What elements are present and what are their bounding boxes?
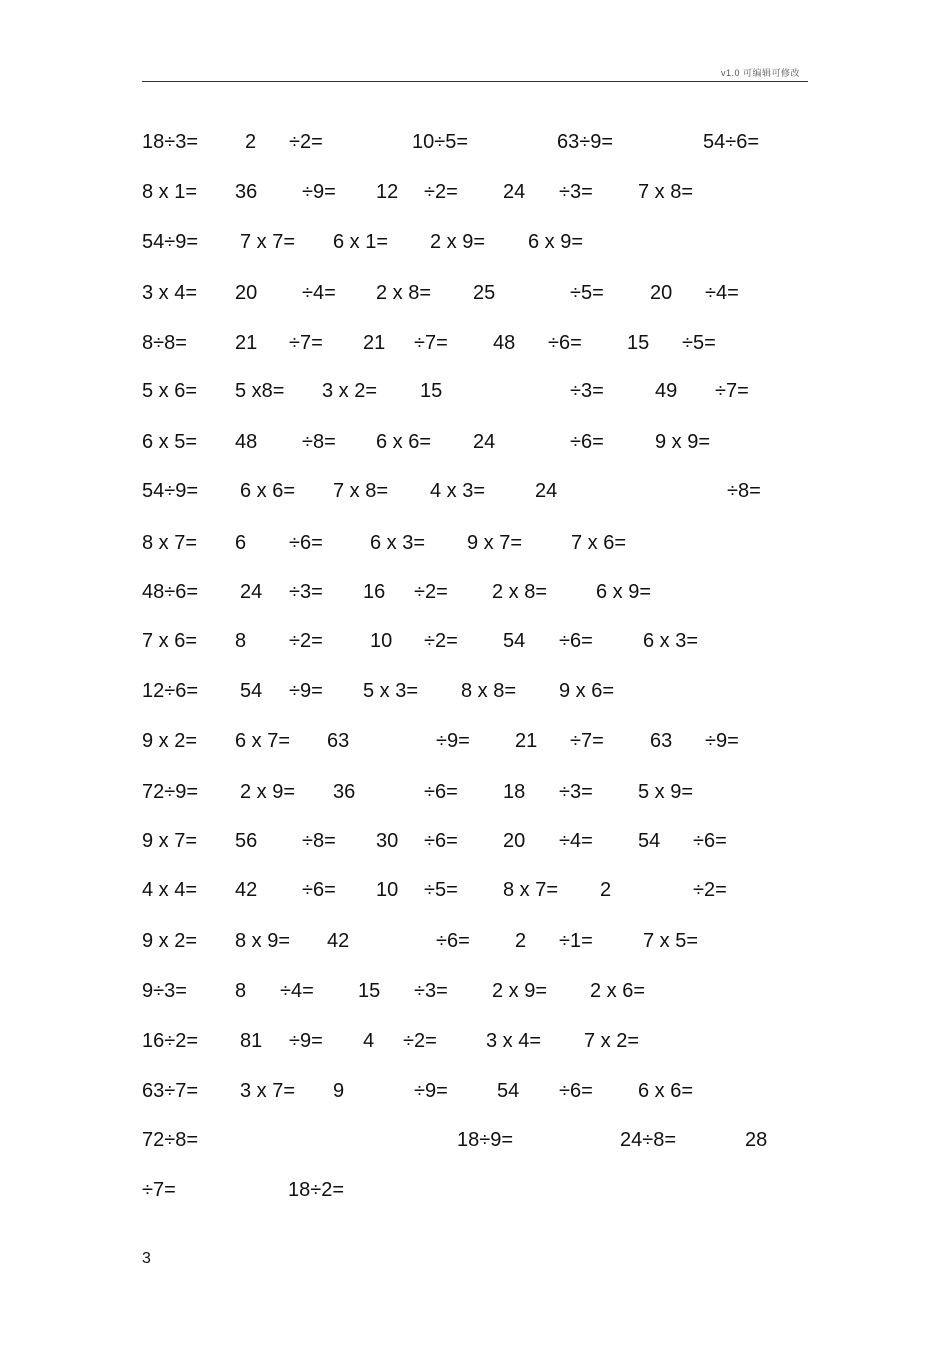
math-problem: 21 bbox=[515, 730, 538, 752]
math-problem: 6 x 1= bbox=[333, 231, 389, 253]
problem-row bbox=[0, 329, 950, 357]
problem-row bbox=[0, 178, 950, 206]
problem-row bbox=[0, 578, 950, 606]
math-problem: 21 bbox=[363, 332, 386, 354]
header-text: v1.0 可编辑可修改 bbox=[720, 68, 800, 78]
math-problem: 7 x 5= bbox=[643, 930, 699, 952]
math-problem: 16÷2= bbox=[142, 1030, 199, 1052]
math-problem: 36 bbox=[235, 181, 258, 203]
math-problem: 30 bbox=[376, 830, 399, 852]
math-problem: ÷9= bbox=[289, 680, 323, 702]
math-problem: 2 x 8= bbox=[492, 581, 548, 603]
math-problem: 18÷3= bbox=[142, 131, 199, 153]
math-problem: 10 bbox=[376, 879, 399, 901]
math-problem: 8 x 1= bbox=[142, 181, 198, 203]
math-problem: ÷3= bbox=[570, 380, 604, 402]
math-problem: 42 bbox=[327, 930, 350, 952]
math-problem: 54 bbox=[503, 630, 526, 652]
math-problem: 5 x 3= bbox=[363, 680, 419, 702]
math-problem: 6 x 3= bbox=[370, 532, 426, 554]
math-problem: 56 bbox=[235, 830, 258, 852]
math-problem: 63÷7= bbox=[142, 1080, 199, 1102]
math-problem: 54÷6= bbox=[703, 131, 760, 153]
math-problem: 8 x 7= bbox=[503, 879, 559, 901]
math-problem: ÷6= bbox=[693, 830, 727, 852]
math-problem: ÷9= bbox=[302, 181, 336, 203]
math-problem: 8÷8= bbox=[142, 332, 187, 354]
math-problem: 49 bbox=[655, 380, 678, 402]
math-problem: 7 x 6= bbox=[142, 630, 198, 652]
math-problem: ÷2= bbox=[424, 181, 458, 203]
math-problem: 6 x 9= bbox=[528, 231, 584, 253]
problem-row bbox=[0, 477, 950, 505]
math-problem: ÷9= bbox=[289, 1030, 323, 1052]
math-problem: ÷2= bbox=[289, 131, 323, 153]
problem-row bbox=[0, 1126, 950, 1154]
math-problem: 6 x 5= bbox=[142, 431, 198, 453]
math-problem: 5 x8= bbox=[235, 380, 285, 402]
math-problem: 10 bbox=[370, 630, 393, 652]
math-problem: ÷7= bbox=[414, 332, 448, 354]
math-problem: 6 bbox=[235, 532, 247, 554]
problem-row bbox=[0, 377, 950, 405]
math-problem: ÷3= bbox=[559, 781, 593, 803]
math-problem: ÷6= bbox=[424, 781, 458, 803]
math-problem: ÷5= bbox=[424, 879, 458, 901]
math-problem: ÷8= bbox=[302, 431, 336, 453]
math-problem: 3 x 4= bbox=[486, 1030, 542, 1052]
math-problem: ÷4= bbox=[705, 282, 739, 304]
math-problem: 9 x 7= bbox=[467, 532, 523, 554]
math-problem: ÷2= bbox=[403, 1030, 437, 1052]
math-problem: 7 x 2= bbox=[584, 1030, 640, 1052]
math-problem: 6 x 6= bbox=[240, 480, 296, 502]
math-problem: 6 x 9= bbox=[596, 581, 652, 603]
math-problem: 7 x 7= bbox=[240, 231, 296, 253]
math-problem: 54÷9= bbox=[142, 231, 199, 253]
math-problem: 8 bbox=[235, 630, 247, 652]
math-problem: 16 bbox=[363, 581, 386, 603]
math-problem: ÷6= bbox=[559, 630, 593, 652]
problem-row bbox=[0, 1027, 950, 1055]
math-problem: 20 bbox=[235, 282, 258, 304]
math-problem: 5 x 9= bbox=[638, 781, 694, 803]
problem-row bbox=[0, 778, 950, 806]
problem-row bbox=[0, 827, 950, 855]
math-problem: 10÷5= bbox=[412, 131, 469, 153]
math-problem: 48 bbox=[493, 332, 516, 354]
problem-row bbox=[0, 627, 950, 655]
math-problem: 18÷2= bbox=[288, 1179, 345, 1201]
math-problem: ÷7= bbox=[142, 1179, 176, 1201]
math-problem: 24 bbox=[503, 181, 526, 203]
problem-row bbox=[0, 876, 950, 904]
math-problem: 72÷9= bbox=[142, 781, 199, 803]
problem-row bbox=[0, 677, 950, 705]
math-problem: 2 x 6= bbox=[590, 980, 646, 1002]
math-problem: ÷7= bbox=[289, 332, 323, 354]
math-problem: ÷6= bbox=[548, 332, 582, 354]
math-problem: 21 bbox=[235, 332, 258, 354]
math-problem: 6 x 6= bbox=[638, 1080, 694, 1102]
math-problem: ÷3= bbox=[559, 181, 593, 203]
math-problem: 36 bbox=[333, 781, 356, 803]
math-problem: 81 bbox=[240, 1030, 263, 1052]
math-problem: ÷7= bbox=[715, 380, 749, 402]
math-problem: 18 bbox=[503, 781, 526, 803]
math-problem: 9 x 6= bbox=[559, 680, 615, 702]
math-problem: 4 x 3= bbox=[430, 480, 486, 502]
math-problem: ÷5= bbox=[682, 332, 716, 354]
math-problem: 24 bbox=[240, 581, 263, 603]
math-problem: 6 x 3= bbox=[643, 630, 699, 652]
math-problem: 9÷3= bbox=[142, 980, 187, 1002]
math-problem: 5 x 6= bbox=[142, 380, 198, 402]
math-problem: 9 x 7= bbox=[142, 830, 198, 852]
math-problem: 48 bbox=[235, 431, 258, 453]
math-problem: 3 x 4= bbox=[142, 282, 198, 304]
math-problem: ÷8= bbox=[727, 480, 761, 502]
problem-row bbox=[0, 977, 950, 1005]
math-problem: 2 x 9= bbox=[492, 980, 548, 1002]
math-problem: 8 x 7= bbox=[142, 532, 198, 554]
math-problem: 54 bbox=[497, 1080, 520, 1102]
math-problem: 24÷8= bbox=[620, 1129, 677, 1151]
problem-row bbox=[0, 727, 950, 755]
math-problem: 15 bbox=[420, 380, 443, 402]
math-problem: ÷9= bbox=[414, 1080, 448, 1102]
math-problem: 3 x 7= bbox=[240, 1080, 296, 1102]
math-problem: 7 x 8= bbox=[638, 181, 694, 203]
math-problem: 2 x 8= bbox=[376, 282, 432, 304]
math-problem: ÷4= bbox=[302, 282, 336, 304]
math-problem: 7 x 6= bbox=[571, 532, 627, 554]
problem-row bbox=[0, 279, 950, 307]
math-problem: 12 bbox=[376, 181, 399, 203]
math-problem: ÷4= bbox=[280, 980, 314, 1002]
math-problem: ÷5= bbox=[570, 282, 604, 304]
math-problem: 2 bbox=[245, 131, 257, 153]
math-problem: 4 bbox=[363, 1030, 375, 1052]
math-problem: 54÷9= bbox=[142, 480, 199, 502]
math-problem: ÷2= bbox=[289, 630, 323, 652]
math-problem: 3 x 2= bbox=[322, 380, 378, 402]
math-problem: 8 x 9= bbox=[235, 930, 291, 952]
math-problem: 8 bbox=[235, 980, 247, 1002]
math-problem: 18÷9= bbox=[457, 1129, 514, 1151]
math-problem: 2 bbox=[515, 930, 527, 952]
math-problem: ÷8= bbox=[302, 830, 336, 852]
math-problem: 72÷8= bbox=[142, 1129, 199, 1151]
problem-row bbox=[0, 228, 950, 256]
math-problem: ÷2= bbox=[414, 581, 448, 603]
math-problem: 9 x 9= bbox=[655, 431, 711, 453]
math-problem: 9 x 2= bbox=[142, 730, 198, 752]
math-problem: 42 bbox=[235, 879, 258, 901]
math-problem: ÷3= bbox=[289, 581, 323, 603]
math-problem: ÷6= bbox=[570, 431, 604, 453]
math-problem: 25 bbox=[473, 282, 496, 304]
math-problem: ÷9= bbox=[436, 730, 470, 752]
math-problem: 2 x 9= bbox=[240, 781, 296, 803]
math-problem: ÷2= bbox=[693, 879, 727, 901]
math-problem: 48÷6= bbox=[142, 581, 199, 603]
math-problem: ÷2= bbox=[424, 630, 458, 652]
math-problem: 9 bbox=[333, 1080, 345, 1102]
math-problem: 2 bbox=[600, 879, 612, 901]
math-problem: 15 bbox=[627, 332, 650, 354]
math-problem: ÷3= bbox=[414, 980, 448, 1002]
math-problem: 28 bbox=[745, 1129, 768, 1151]
problem-row bbox=[0, 529, 950, 557]
math-problem: 4 x 4= bbox=[142, 879, 198, 901]
math-problem: ÷6= bbox=[436, 930, 470, 952]
math-problem: 7 x 8= bbox=[333, 480, 389, 502]
math-problem: 24 bbox=[473, 431, 496, 453]
math-problem: 6 x 6= bbox=[376, 431, 432, 453]
math-problem: ÷6= bbox=[289, 532, 323, 554]
math-problem: 63 bbox=[650, 730, 673, 752]
math-problem: 15 bbox=[358, 980, 381, 1002]
math-problem: 6 x 7= bbox=[235, 730, 291, 752]
math-problem: 2 x 9= bbox=[430, 231, 486, 253]
math-problem: ÷6= bbox=[559, 1080, 593, 1102]
math-problem: 63 bbox=[327, 730, 350, 752]
math-problem: ÷1= bbox=[559, 930, 593, 952]
math-problem: ÷9= bbox=[705, 730, 739, 752]
math-problem: 24 bbox=[535, 480, 558, 502]
problem-row bbox=[0, 1176, 950, 1204]
math-problem: 20 bbox=[650, 282, 673, 304]
math-problem: 8 x 8= bbox=[461, 680, 517, 702]
problem-row bbox=[0, 927, 950, 955]
math-problem: 63÷9= bbox=[557, 131, 614, 153]
math-problem: ÷7= bbox=[570, 730, 604, 752]
page-number: 3 bbox=[142, 1250, 151, 1267]
problem-row bbox=[0, 1077, 950, 1105]
math-problem: 54 bbox=[240, 680, 263, 702]
problem-row bbox=[0, 428, 950, 456]
math-problem: 54 bbox=[638, 830, 661, 852]
math-problem: 20 bbox=[503, 830, 526, 852]
math-problem: ÷4= bbox=[559, 830, 593, 852]
math-problem: 9 x 2= bbox=[142, 930, 198, 952]
math-problem: ÷6= bbox=[302, 879, 336, 901]
math-problem: ÷6= bbox=[424, 830, 458, 852]
math-problem: 12÷6= bbox=[142, 680, 199, 702]
problem-row bbox=[0, 128, 950, 156]
